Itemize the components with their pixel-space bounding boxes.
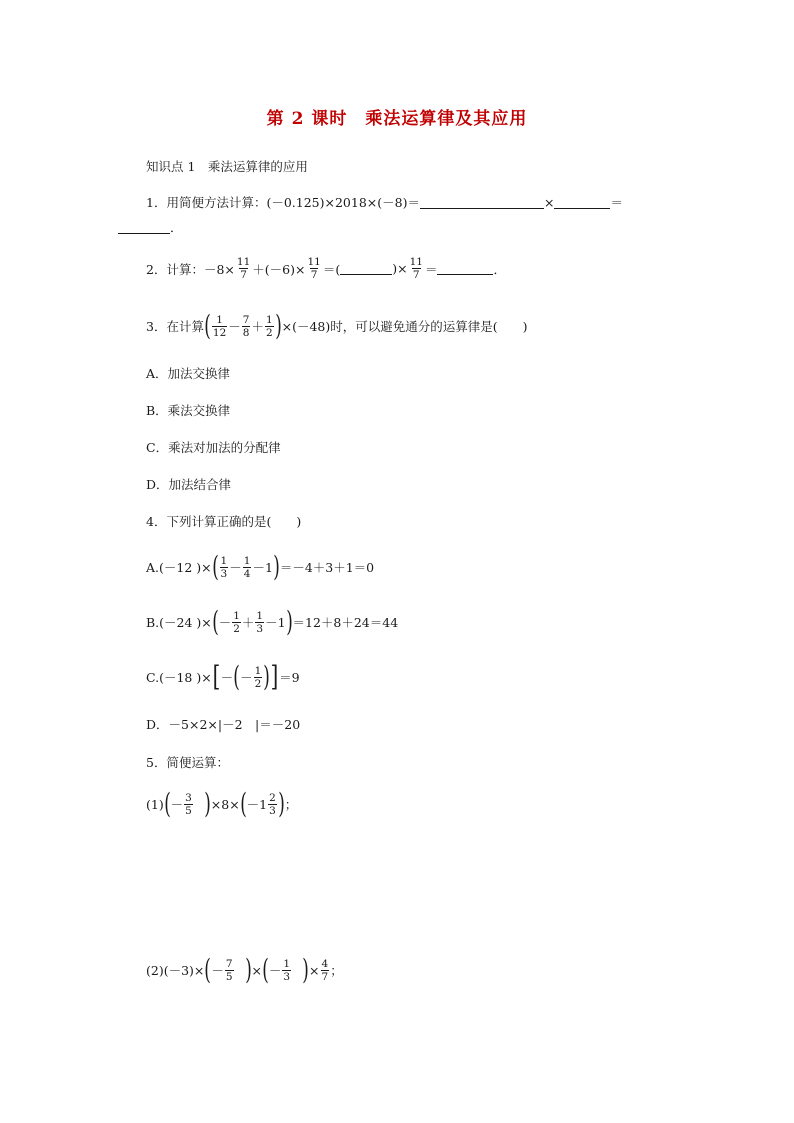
q3-option-a[interactable]: A．加法交换律 xyxy=(146,366,231,381)
q2-mid3: )× xyxy=(392,261,408,276)
q5p1-paren-close-1: ) xyxy=(204,787,211,820)
q4-option-a[interactable] xyxy=(146,550,375,583)
q5p1-whole: －1 xyxy=(246,797,268,812)
q3-plus: ＋ xyxy=(251,319,264,334)
q5p1-minus: － xyxy=(170,797,184,812)
q5p2-pre: (2)(－3)× xyxy=(146,963,205,978)
q2-prefix: 2．计算：－8× xyxy=(146,261,235,277)
q5p2-minus-1: － xyxy=(211,963,224,978)
q5p2-minus-2: － xyxy=(268,963,282,978)
q4c-minus-2: － xyxy=(240,670,253,685)
q5p2-end: ； xyxy=(330,963,343,978)
q4b-paren-open: ( xyxy=(211,605,219,638)
q4a-fraction-1: $\frac{1}{3}$ xyxy=(220,554,228,580)
q3-paren-open: ( xyxy=(204,309,211,342)
q4-option-d[interactable]: D．－5×2×|－2 |＝－20 xyxy=(146,717,301,732)
q4a-pre: A.(－12 )× xyxy=(146,560,212,575)
q5p2-fraction-2: $\frac{1}{3}$ xyxy=(283,957,291,983)
q1-blank-2[interactable] xyxy=(554,196,610,209)
q5p1-end: ； xyxy=(284,797,298,812)
q5-part-1 xyxy=(146,787,298,820)
q5p1-fraction-1: $\frac{3}{5}$ xyxy=(185,791,192,817)
q2-end: ． xyxy=(493,261,506,277)
q4c-paren-close: ) xyxy=(263,660,271,693)
q3-option-c[interactable]: C．乘法对加法的分配律 xyxy=(146,440,281,455)
q2-fraction-3: $\frac{11}{7}$ xyxy=(409,256,423,281)
q5-part-2 xyxy=(146,953,343,986)
q3-minus: － xyxy=(228,319,241,334)
q1-end: ． xyxy=(170,220,183,235)
q4b-post: －1 xyxy=(265,615,286,630)
q3-fraction-3: $\frac{1}{2}$ xyxy=(265,313,273,339)
q1-blank-3[interactable] xyxy=(118,221,170,234)
q5p2-paren-close-1: ) xyxy=(244,953,252,986)
q4-option-c[interactable] xyxy=(146,660,300,693)
question-1 xyxy=(146,193,623,211)
q5p2-times-2: × xyxy=(309,962,320,978)
q4b-fraction-2: $\frac{1}{3}$ xyxy=(256,609,264,635)
q4a-paren-open: ( xyxy=(211,550,219,583)
q4-option-b[interactable] xyxy=(146,605,399,638)
q4c-fraction: $\frac{1}{2}$ xyxy=(254,664,262,690)
q2-blank-2[interactable] xyxy=(437,262,493,275)
q4a-post: －1 xyxy=(252,560,273,575)
q2-fraction-1: $\frac{11}{7}$ xyxy=(236,256,251,281)
q4b-pre: B.(－24 )× xyxy=(146,615,212,630)
q4b-lead: － xyxy=(218,615,232,630)
q3-prefix: 3．在计算 xyxy=(146,319,204,334)
q3-suffix: ×(－48)时，可以避免通分的运算律是( ) xyxy=(281,319,528,334)
q5p2-fraction-1: $\frac{7}{5}$ xyxy=(225,957,233,983)
q1-blank-1[interactable] xyxy=(420,196,544,209)
q3-fraction-2: $\frac{7}{8}$ xyxy=(242,313,250,339)
question-4: 4．下列计算正确的是( ) xyxy=(146,514,302,529)
q5p2-paren-open-2: ( xyxy=(262,953,269,986)
q5p2-fraction-3: $\frac{4}{7}$ xyxy=(321,957,329,983)
q2-mid4: ＝ xyxy=(424,261,438,277)
q5p2-times-1: × xyxy=(251,962,262,978)
q4b-plus: ＋ xyxy=(241,615,255,630)
q5p1-fraction-2: $\frac{2}{3}$ xyxy=(269,791,276,817)
question-2 xyxy=(146,256,506,281)
q5p2-paren-open-1: ( xyxy=(204,953,212,986)
q4c-paren-open: ( xyxy=(233,660,240,693)
q1-times: × xyxy=(543,194,555,210)
q5p1-paren-open-1: ( xyxy=(163,787,171,820)
q2-mid1: ＋(－6)× xyxy=(252,261,306,277)
q4c-bracket-open: [ xyxy=(212,660,220,693)
q2-blank-1[interactable] xyxy=(340,262,392,275)
q3-fraction-1: $\frac{1}{12}$ xyxy=(212,313,227,339)
question-1-cont xyxy=(118,218,183,236)
q4b-fraction-1: $\frac{1}{2}$ xyxy=(233,609,240,635)
q2-mid2: ＝( xyxy=(322,261,341,277)
section-heading: 知识点 1 乘法运算律的应用 xyxy=(146,159,308,174)
page-title: 第 2 课时 乘法运算律及其应用 xyxy=(266,109,528,129)
q4a-minus: － xyxy=(229,560,242,575)
q3-option-d[interactable]: D．加法结合律 xyxy=(146,477,232,492)
question-5: 5．简便运算： xyxy=(146,755,229,770)
q4c-pre: C.(－18 )× xyxy=(146,670,212,685)
q4a-fraction-2: $\frac{1}{4}$ xyxy=(243,554,251,580)
q5p2-paren-close-2: ) xyxy=(302,953,309,986)
q4b-result: ＝12＋8＋24＝44 xyxy=(292,615,399,630)
q4a-result: ＝－4＋3＋1＝0 xyxy=(279,560,375,575)
q5p1-pre: (1) xyxy=(146,796,164,812)
q1-text: 1．用简便方法计算：(－0.125)×2018×(－8)＝ xyxy=(146,195,420,210)
q2-fraction-2: $\frac{11}{7}$ xyxy=(307,256,321,281)
q5p1-paren-open-2: ( xyxy=(239,787,247,820)
q4a-paren-close: ) xyxy=(273,550,280,583)
q4c-result: ＝9 xyxy=(279,670,300,685)
q4b-paren-close: ) xyxy=(285,605,293,638)
q5p1-mid: ×8× xyxy=(210,796,240,812)
question-3 xyxy=(146,309,528,342)
q4c-minus-1: － xyxy=(220,670,234,685)
q1-eq: ＝ xyxy=(610,195,623,210)
q4c-bracket-close: ] xyxy=(270,660,279,693)
q3-option-b[interactable]: B．乘法交换律 xyxy=(146,403,231,418)
q3-paren-close: ) xyxy=(274,309,282,342)
q5p1-paren-close-2: ) xyxy=(277,787,285,820)
